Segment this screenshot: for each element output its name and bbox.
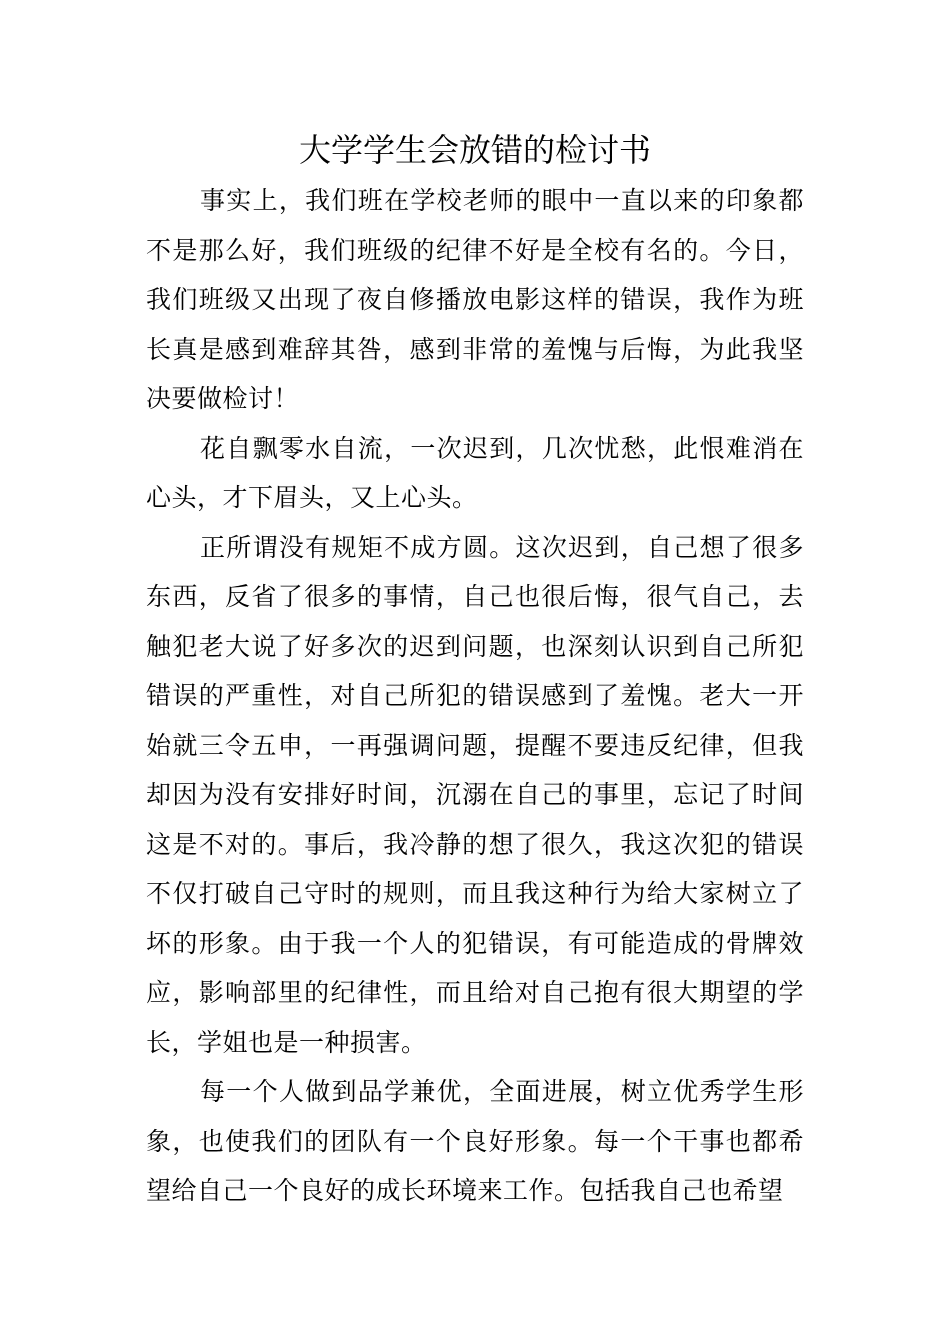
paragraph-1: 事实上，我们班在学校老师的眼中一直以来的印象都不是那么好，我们班级的纪律不好是全校有名的。今日，我们班级又出现了夜自修播放电影这样的错误，我作为班长真是感到难辞其咎，感到非常的羞愧与后悔，为此我坚决要做检讨！ (146, 186, 804, 413)
document-body (146, 176, 804, 1216)
paragraph-4: 每一个人做到品学兼优，全面进展，树立优秀学生形象，也使我们的团队有一个良好形象。每一个干事也都希望给自己一个良好的成长环境来工作。包括我自己也希望 (146, 1077, 804, 1205)
paragraph-3: 正所谓没有规矩不成方圆。这次迟到，自己想了很多东西，反省了很多的事情，自己也很后悔，很气自己，去触犯老大说了好多次的迟到问题，也深刻认识到自己所犯错误的严重性，对自己所犯的错误感到了羞愧。老大一开始就三令五申，一再强调问题，提醒不要违反纪律，但我却因为没有安排好时间，沉溺在自己的事里，忘记了时间这是不对的。事后，我冷静的想了很久，我这次犯的错误不仅打破自己守时的规则，而且我这种行为给大家树立了坏的形象。由于我一个人的犯错误，有可能造成的骨牌效应，影响部里的纪律性，而且给对自己抱有很大期望的学长，学姐也是一种损害。 (146, 532, 804, 1057)
paragraph-2: 花自飘零水自流，一次迟到，几次忧愁，此恨难消在心头，才下眉头，又上心头。 (146, 433, 804, 512)
document-title: 大学学生会放错的检讨书 (298, 131, 651, 169)
